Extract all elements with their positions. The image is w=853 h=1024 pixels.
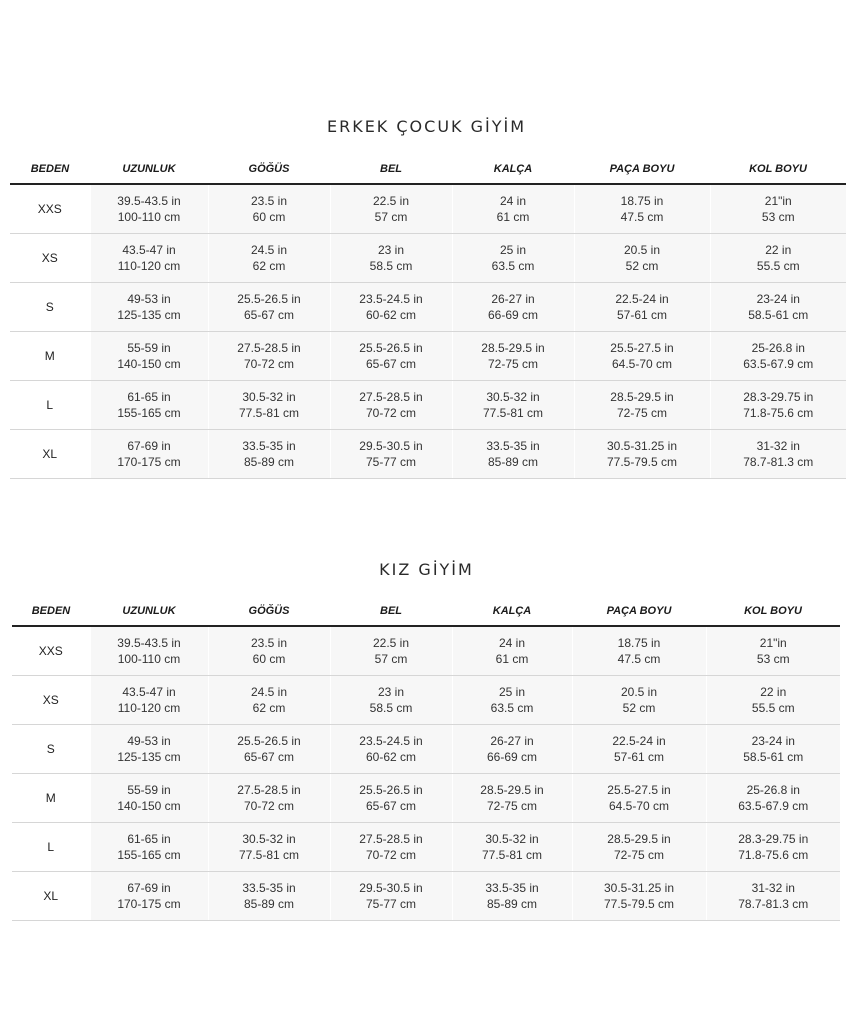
value-cm: 62 cm	[252, 701, 286, 715]
measurement-cell	[452, 823, 572, 872]
value-inches: 23 in	[377, 243, 405, 257]
value-cm: 60-62 cm	[365, 750, 417, 764]
measurement-cell	[706, 774, 840, 823]
table-row	[12, 823, 840, 872]
measurement-cell	[208, 872, 330, 921]
value-inches: 21"in	[759, 636, 787, 650]
measurement-cell	[710, 381, 846, 430]
value-cm: 61 cm	[496, 210, 530, 224]
measurement-cell	[452, 283, 574, 332]
value-cm: 77.5-81 cm	[238, 848, 300, 862]
measurement-cell	[574, 283, 710, 332]
value-cm: 85-89 cm	[487, 455, 539, 469]
value-inches: 24 in	[499, 194, 527, 208]
value-inches: 24.5 in	[250, 685, 288, 699]
table-row	[10, 381, 846, 430]
value-inches: 23 in	[377, 685, 405, 699]
value-cm: 58.5-61 cm	[748, 308, 809, 322]
measurement-cell	[574, 332, 710, 381]
value-inches: 26-27 in	[490, 734, 534, 748]
measurement-cell	[572, 872, 706, 921]
size-label: XL	[12, 872, 90, 921]
value-cm: 58.5 cm	[369, 701, 413, 715]
measurement-cell	[572, 626, 706, 676]
measurement-cell	[330, 234, 452, 283]
value-cm: 58.5-61 cm	[743, 750, 804, 764]
value-inches: 29.5-30.5 in	[359, 881, 423, 895]
value-inches: 33.5-35 in	[242, 439, 296, 453]
header-kalca: KALÇA	[452, 597, 572, 626]
measurement-cell	[330, 184, 452, 234]
size-table-girls	[12, 597, 840, 921]
header-paca-boyu: PAÇA BOYU	[574, 155, 710, 184]
value-cm: 140-150 cm	[117, 799, 181, 813]
value-cm: 57-61 cm	[613, 750, 665, 764]
measurement-cell	[452, 626, 572, 676]
size-table-boys	[10, 155, 846, 479]
value-inches: 24 in	[498, 636, 526, 650]
value-cm: 77.5-81 cm	[238, 406, 300, 420]
value-inches: 18.75 in	[617, 636, 661, 650]
measurement-cell	[706, 676, 840, 725]
measurement-cell	[90, 676, 208, 725]
measurement-cell	[90, 725, 208, 774]
value-cm: 100-110 cm	[117, 210, 181, 224]
measurement-cell	[574, 381, 710, 430]
value-cm: 155-165 cm	[117, 406, 181, 420]
value-cm: 57 cm	[374, 210, 408, 224]
measurement-cell	[90, 381, 208, 430]
measurement-cell	[90, 234, 208, 283]
header-kalca: KALÇA	[452, 155, 574, 184]
table-row	[12, 626, 840, 676]
measurement-cell	[208, 774, 330, 823]
value-inches: 25.5-26.5 in	[359, 341, 423, 355]
value-cm: 65-67 cm	[365, 799, 417, 813]
value-cm: 77.5-79.5 cm	[606, 455, 678, 469]
value-cm: 110-120 cm	[117, 701, 181, 715]
measurement-cell	[208, 676, 330, 725]
value-inches: 33.5-35 in	[486, 439, 540, 453]
value-cm: 85-89 cm	[486, 897, 538, 911]
size-label: XL	[10, 430, 90, 479]
value-cm: 72-75 cm	[613, 848, 665, 862]
measurement-cell	[208, 332, 330, 381]
value-cm: 70-72 cm	[365, 406, 417, 420]
value-inches: 27.5-28.5 in	[237, 341, 301, 355]
value-cm: 55.5 cm	[751, 701, 795, 715]
table-body	[12, 626, 840, 921]
measurement-cell	[452, 184, 574, 234]
value-cm: 78.7-81.3 cm	[743, 455, 814, 469]
table-row	[10, 283, 846, 332]
table-header-row	[10, 155, 846, 184]
value-inches: 20.5 in	[623, 243, 661, 257]
value-inches: 30.5-32 in	[242, 832, 296, 846]
measurement-cell	[574, 184, 710, 234]
value-cm: 75-77 cm	[365, 897, 417, 911]
measurement-cell	[90, 430, 208, 479]
measurement-cell	[208, 381, 330, 430]
value-cm: 47.5 cm	[620, 210, 664, 224]
value-cm: 61 cm	[495, 652, 529, 666]
value-inches: 27.5-28.5 in	[359, 390, 423, 404]
measurement-cell	[330, 332, 452, 381]
measurement-cell	[208, 283, 330, 332]
value-inches: 30.5-32 in	[485, 832, 539, 846]
value-cm: 155-165 cm	[117, 848, 181, 862]
value-cm: 52 cm	[622, 701, 656, 715]
value-inches: 25-26.8 in	[746, 783, 800, 797]
value-cm: 71.8-75.6 cm	[743, 406, 814, 420]
measurement-cell	[208, 725, 330, 774]
measurement-cell	[330, 823, 452, 872]
measurement-cell	[330, 430, 452, 479]
value-cm: 72-75 cm	[616, 406, 668, 420]
value-inches: 22.5 in	[372, 636, 410, 650]
size-label: XS	[10, 234, 90, 283]
value-cm: 60-62 cm	[365, 308, 417, 322]
value-cm: 70-72 cm	[365, 848, 417, 862]
value-inches: 28.5-29.5 in	[480, 783, 544, 797]
value-inches: 25 in	[498, 685, 526, 699]
value-inches: 55-59 in	[127, 783, 171, 797]
value-cm: 140-150 cm	[117, 357, 181, 371]
measurement-cell	[706, 626, 840, 676]
value-inches: 18.75 in	[620, 194, 664, 208]
measurement-cell	[452, 234, 574, 283]
value-cm: 85-89 cm	[243, 455, 295, 469]
table-row	[12, 676, 840, 725]
value-inches: 33.5-35 in	[242, 881, 296, 895]
header-kol-boyu: KOL BOYU	[710, 155, 846, 184]
value-inches: 27.5-28.5 in	[237, 783, 301, 797]
header-bel: BEL	[330, 597, 452, 626]
value-inches: 25.5-26.5 in	[359, 783, 423, 797]
size-label: XXS	[10, 184, 90, 234]
value-inches: 28.5-29.5 in	[610, 390, 674, 404]
value-inches: 31-32 in	[751, 881, 795, 895]
value-inches: 23.5-24.5 in	[359, 734, 423, 748]
section-title-boys: ERKEK ÇOCUK GİYİM	[326, 117, 527, 136]
table-row	[12, 725, 840, 774]
value-inches: 24.5 in	[250, 243, 288, 257]
header-gogus: GÖĞÜS	[208, 155, 330, 184]
header-bel: BEL	[330, 155, 452, 184]
measurement-cell	[572, 725, 706, 774]
value-inches: 23.5 in	[250, 194, 288, 208]
value-cm: 72-75 cm	[487, 357, 539, 371]
value-cm: 52 cm	[625, 259, 659, 273]
value-inches: 61-65 in	[127, 832, 171, 846]
table-row	[10, 184, 846, 234]
value-cm: 77.5-79.5 cm	[603, 897, 675, 911]
measurement-cell	[710, 283, 846, 332]
value-cm: 63.5 cm	[490, 701, 534, 715]
measurement-cell	[452, 774, 572, 823]
measurement-cell	[572, 774, 706, 823]
value-inches: 43.5-47 in	[122, 243, 176, 257]
value-cm: 63.5-67.9 cm	[738, 799, 809, 813]
value-inches: 43.5-47 in	[122, 685, 176, 699]
value-inches: 22 in	[765, 243, 792, 257]
size-label: M	[12, 774, 90, 823]
value-cm: 70-72 cm	[243, 357, 295, 371]
value-inches: 23-24 in	[756, 292, 800, 306]
measurement-cell	[90, 823, 208, 872]
value-inches: 23-24 in	[751, 734, 795, 748]
header-gogus: GÖĞÜS	[208, 597, 330, 626]
value-cm: 75-77 cm	[365, 455, 417, 469]
value-inches: 67-69 in	[127, 881, 171, 895]
measurement-cell	[330, 381, 452, 430]
value-cm: 63.5-67.9 cm	[743, 357, 814, 371]
value-cm: 58.5 cm	[369, 259, 413, 273]
value-cm: 125-135 cm	[117, 308, 181, 322]
value-cm: 65-67 cm	[243, 750, 295, 764]
size-label: L	[12, 823, 90, 872]
measurement-cell	[710, 184, 846, 234]
value-inches: 22.5 in	[372, 194, 410, 208]
value-cm: 65-67 cm	[365, 357, 417, 371]
value-cm: 53 cm	[756, 652, 790, 666]
value-inches: 25 in	[499, 243, 527, 257]
value-cm: 66-69 cm	[486, 750, 538, 764]
value-inches: 61-65 in	[127, 390, 171, 404]
value-cm: 64.5-70 cm	[608, 799, 670, 813]
measurement-cell	[452, 430, 574, 479]
value-inches: 25.5-26.5 in	[237, 734, 301, 748]
value-cm: 78.7-81.3 cm	[738, 897, 809, 911]
size-label: XS	[12, 676, 90, 725]
measurement-cell	[90, 184, 208, 234]
measurement-cell	[208, 823, 330, 872]
value-inches: 30.5-32 in	[242, 390, 296, 404]
value-inches: 33.5-35 in	[485, 881, 539, 895]
value-inches: 49-53 in	[127, 734, 171, 748]
measurement-cell	[452, 332, 574, 381]
measurement-cell	[90, 332, 208, 381]
value-cm: 62 cm	[252, 259, 286, 273]
measurement-cell	[330, 676, 452, 725]
value-inches: 31-32 in	[756, 439, 800, 453]
value-inches: 67-69 in	[127, 439, 171, 453]
header-beden: BEDEN	[10, 155, 90, 184]
measurement-cell	[452, 676, 572, 725]
value-cm: 77.5-81 cm	[482, 406, 544, 420]
value-inches: 26-27 in	[491, 292, 535, 306]
value-cm: 125-135 cm	[117, 750, 181, 764]
table-header-row	[12, 597, 840, 626]
value-cm: 60 cm	[252, 652, 286, 666]
measurement-cell	[710, 234, 846, 283]
measurement-cell	[572, 676, 706, 725]
size-label: XXS	[12, 626, 90, 676]
value-cm: 170-175 cm	[117, 455, 181, 469]
measurement-cell	[208, 234, 330, 283]
value-cm: 63.5 cm	[491, 259, 535, 273]
value-inches: 20.5 in	[620, 685, 658, 699]
value-inches: 25.5-27.5 in	[607, 783, 671, 797]
measurement-cell	[452, 381, 574, 430]
value-cm: 57-61 cm	[616, 308, 668, 322]
value-cm: 100-110 cm	[117, 652, 181, 666]
header-paca-boyu: PAÇA BOYU	[572, 597, 706, 626]
value-inches: 22.5-24 in	[615, 292, 669, 306]
value-inches: 30.5-31.25 in	[606, 439, 678, 453]
value-cm: 53 cm	[761, 210, 795, 224]
value-inches: 22 in	[760, 685, 787, 699]
header-uzunluk: UZUNLUK	[90, 597, 208, 626]
measurement-cell	[330, 725, 452, 774]
measurement-cell	[574, 430, 710, 479]
table-body	[10, 184, 846, 479]
value-cm: 71.8-75.6 cm	[738, 848, 809, 862]
size-label: S	[10, 283, 90, 332]
value-cm: 47.5 cm	[617, 652, 661, 666]
value-cm: 110-120 cm	[117, 259, 181, 273]
value-inches: 28.3-29.75 in	[743, 390, 814, 404]
value-cm: 170-175 cm	[117, 897, 181, 911]
table-row	[10, 234, 846, 283]
value-cm: 66-69 cm	[487, 308, 539, 322]
table-row	[12, 872, 840, 921]
measurement-cell	[90, 872, 208, 921]
value-inches: 28.5-29.5 in	[607, 832, 671, 846]
measurement-cell	[208, 430, 330, 479]
value-inches: 21"in	[764, 194, 792, 208]
measurement-cell	[706, 823, 840, 872]
value-inches: 55-59 in	[127, 341, 171, 355]
measurement-cell	[452, 725, 572, 774]
value-inches: 25.5-27.5 in	[610, 341, 674, 355]
value-inches: 30.5-31.25 in	[603, 881, 675, 895]
value-inches: 27.5-28.5 in	[359, 832, 423, 846]
header-beden: BEDEN	[12, 597, 90, 626]
measurement-cell	[208, 184, 330, 234]
value-cm: 55.5 cm	[756, 259, 800, 273]
value-inches: 28.5-29.5 in	[481, 341, 545, 355]
table-row	[10, 430, 846, 479]
table-row	[12, 774, 840, 823]
size-label: L	[10, 381, 90, 430]
value-cm: 77.5-81 cm	[481, 848, 543, 862]
measurement-cell	[710, 332, 846, 381]
value-cm: 60 cm	[252, 210, 286, 224]
measurement-cell	[330, 774, 452, 823]
header-uzunluk: UZUNLUK	[90, 155, 208, 184]
table-row	[10, 332, 846, 381]
value-cm: 72-75 cm	[486, 799, 538, 813]
value-inches: 39.5-43.5 in	[117, 636, 181, 650]
size-label: S	[12, 725, 90, 774]
measurement-cell	[208, 626, 330, 676]
value-inches: 23.5-24.5 in	[359, 292, 423, 306]
measurement-cell	[330, 626, 452, 676]
measurement-cell	[706, 725, 840, 774]
measurement-cell	[90, 626, 208, 676]
value-inches: 25-26.8 in	[751, 341, 805, 355]
value-cm: 85-89 cm	[243, 897, 295, 911]
value-inches: 25.5-26.5 in	[237, 292, 301, 306]
measurement-cell	[90, 283, 208, 332]
header-kol-boyu: KOL BOYU	[706, 597, 840, 626]
value-inches: 29.5-30.5 in	[359, 439, 423, 453]
section-title-girls: KIZ GİYİM	[379, 560, 474, 579]
measurement-cell	[706, 872, 840, 921]
value-cm: 57 cm	[374, 652, 408, 666]
value-inches: 30.5-32 in	[486, 390, 540, 404]
measurement-cell	[330, 283, 452, 332]
value-cm: 64.5-70 cm	[611, 357, 673, 371]
measurement-cell	[574, 234, 710, 283]
measurement-cell	[90, 774, 208, 823]
measurement-cell	[452, 872, 572, 921]
measurement-cell	[710, 430, 846, 479]
size-label: M	[10, 332, 90, 381]
value-inches: 49-53 in	[127, 292, 171, 306]
value-inches: 39.5-43.5 in	[117, 194, 181, 208]
value-inches: 22.5-24 in	[612, 734, 666, 748]
value-inches: 28.3-29.75 in	[738, 832, 809, 846]
value-cm: 70-72 cm	[243, 799, 295, 813]
value-cm: 65-67 cm	[243, 308, 295, 322]
measurement-cell	[330, 872, 452, 921]
measurement-cell	[572, 823, 706, 872]
value-inches: 23.5 in	[250, 636, 288, 650]
